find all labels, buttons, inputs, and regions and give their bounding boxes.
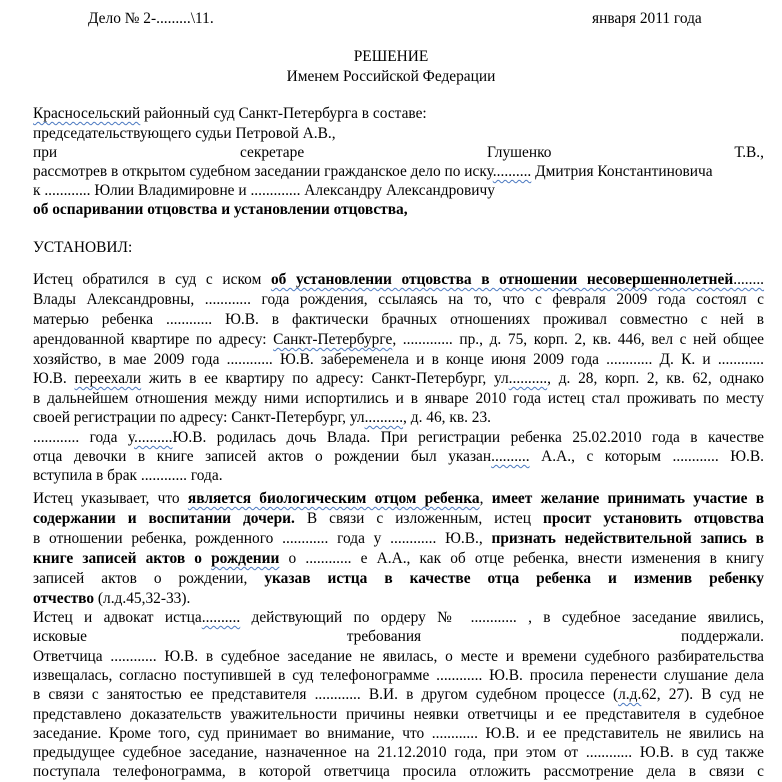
court-name: Красносельский	[33, 105, 141, 122]
l6-e: , д. 28, корп. 2, кв. 62, однако	[547, 370, 764, 387]
body-line-19	[33, 627, 764, 647]
l22-c: 62, 27). В суд не	[641, 686, 764, 703]
l14-b: признать недействительной запись в	[491, 530, 764, 547]
preamble-case	[33, 162, 764, 182]
preamble-defendants: к ............ Юлии Владимировне и ............. Александру Александровичу	[33, 182, 495, 199]
l12-a: Истец указывает, что	[33, 490, 188, 507]
body-line-22	[33, 685, 764, 705]
body-line-20: Ответчица ............ Ю.В. в судебное заседание не явилась, о месте и времени судебного разбирательства	[33, 648, 764, 665]
body-line-25: предыдущее судебное заседание, назначенное на 21.12.2010 года, при этом от ............ Ю.В. в суд также	[33, 744, 764, 761]
body-line-24: заседание. Кроме того, суд принимает во внимание, что ............ Ю.В. и ее представитель не явились на	[33, 725, 764, 742]
l13-b: В связи с изложенным, истец	[294, 510, 543, 527]
body-line-13	[33, 509, 764, 529]
l13-c: просит установить отцовства	[542, 510, 764, 527]
body-line-17	[33, 589, 764, 609]
l17-a: отчество	[33, 590, 95, 607]
l22-b: л.д.	[618, 686, 642, 703]
l8-a: своей регистрации по адресу: Санкт-Петербург, ул	[33, 409, 365, 426]
l8-c: , д. 46, кв. 23.	[403, 409, 492, 426]
document-subtitle: Именем Российской Федерации	[286, 68, 496, 85]
l9-c: Ю.В. родилась дочь Влада. При регистрации ребенка 25.02.2010 года в качестве	[172, 429, 764, 446]
l9-a: ............ года у	[33, 429, 135, 446]
l18-b: ..........	[201, 609, 241, 626]
l18-a: Истец и адвокат истца	[33, 609, 202, 626]
case-text: рассмотрев в открытом судебном заседании гражданское дело по иску	[33, 163, 493, 180]
l4-a: арендованной квартире по адресу:	[33, 331, 274, 348]
secretary-word-1: при	[33, 144, 58, 161]
l10-c: А.А., с которым ............ Ю.В.	[529, 448, 764, 465]
l16-b: указав истца в качестве отца ребенка и изменив ребенку	[264, 570, 764, 587]
l4-c: , ............. пр., д. 75, корп. 2, кв. 446, вел с ней общее	[392, 331, 764, 348]
body-line-12	[33, 489, 764, 509]
body-line-10	[33, 447, 764, 467]
l9-b: ..........	[134, 429, 173, 446]
l16-a: записей актов о рождении,	[33, 570, 265, 587]
l17-b: (л.д.45,32-33).	[94, 590, 191, 607]
l12-c: ,	[479, 490, 492, 507]
body-line-21: извещалась, согласно поступившей в суд телефонограмме ............ Ю.В. просила перенести слушание дела	[33, 667, 764, 684]
body-line-11: вступила в брак ............ года.	[33, 467, 223, 484]
l6-a: Ю.В.	[33, 370, 75, 387]
body-line-1	[33, 270, 764, 290]
l6-c: жить в ее квартиру по адресу: Санкт-Петербург, ул	[141, 370, 509, 387]
body-line-3: матерью ребенка ............ Ю.В. в фактически брачных отношениях проживал совместно с ней в	[33, 311, 764, 328]
body-line-23: представлено доказательств уважительности причины неявки ответчицы и ее представителя в судебное	[33, 706, 764, 723]
body-line-6	[33, 369, 764, 389]
body-line-26: поступала телефонограмма, в которой ответчица просила отложить рассмотрение дела в связи с	[33, 763, 764, 780]
body-line-18	[33, 608, 764, 628]
body-line-7: в дальнейшем отношения между ними испортились и в январе 2010 года истец стал проживать по месту	[33, 390, 764, 407]
court-composition: районный суд Санкт-Петербурга в составе:	[140, 105, 427, 122]
l22-a: в связи с занятостью ее представителя ............ В.И. в другом судебном процессе (	[33, 686, 619, 703]
l4-b: Санкт-Петербурге	[273, 331, 393, 348]
secretary-word-4: Т.В.,	[734, 144, 764, 161]
l19-word-1: исковые	[33, 628, 87, 645]
secretary-word-2: секретаре	[240, 144, 305, 161]
plaintiff-redacted: ..........	[492, 163, 532, 180]
l15-c: о ............ е А.А., как об отце ребенка, внести изменения в книгу	[279, 550, 764, 567]
plaintiff-name: Дмитрия Константиновича	[531, 163, 713, 180]
l8-b: ..........	[364, 409, 404, 426]
case-number: Дело № 2-.........\11.	[88, 10, 214, 27]
body-line-15	[33, 549, 764, 569]
body-line-8	[33, 408, 764, 428]
secretary-word-3: Глушенко	[487, 144, 552, 161]
l15-b: рождении	[211, 550, 280, 567]
l1-a: Истец обратился в суд с иском	[33, 271, 271, 288]
body-line-16	[33, 569, 764, 589]
preamble-secretary	[33, 143, 764, 163]
l15-a: книге записей актов о	[33, 550, 212, 567]
body-line-5: хозяйство, в мае 2009 года ............ Ю.В. забеременела и в конце июня 2009 года ............ Д. К. и ............	[33, 351, 764, 368]
body-line-2: Влады Александровны, ............ года рождения, ссылаясь на то, что с февраля 2009 года состоял с	[33, 291, 764, 308]
l12-b: является биологическим отцом ребенка	[187, 490, 480, 507]
body-line-4	[33, 330, 764, 350]
body-line-9	[33, 428, 764, 448]
l19-word-2: требования	[346, 628, 422, 645]
established-heading: УСТАНОВИЛ:	[33, 239, 133, 256]
l6-b: переехали	[74, 370, 142, 387]
l1-c: ........	[733, 271, 765, 288]
l6-d: ..........	[508, 370, 548, 387]
l19-word-3: поддержали.	[680, 628, 764, 645]
l10-a: отца девочки в книге записей актов о рождении был указан	[33, 448, 492, 465]
l13-a: содержании и воспитании дочери.	[33, 510, 295, 527]
preamble-court	[33, 104, 764, 124]
l18-c: действующий по ордеру № ............ , в судебное заседание явились,	[240, 609, 764, 626]
body-line-14	[33, 529, 764, 549]
preamble-judge: председательствующего судьи Петровой А.В.,	[33, 125, 336, 142]
l14-a: в отношении ребенка, рожденного ............ года у ............ Ю.В.,	[33, 530, 492, 547]
document-title: РЕШЕНИЕ	[353, 48, 429, 65]
decision-date: января 2011 года	[592, 10, 702, 27]
preamble-subject: об оспаривании отцовства и установлении отцовства,	[33, 201, 408, 218]
l10-b: ..........	[491, 448, 530, 465]
l1-b: об установлении отцовства в отношении несовершеннолетней	[270, 271, 734, 288]
l12-d: имеет желание принимать участие в	[491, 490, 765, 507]
